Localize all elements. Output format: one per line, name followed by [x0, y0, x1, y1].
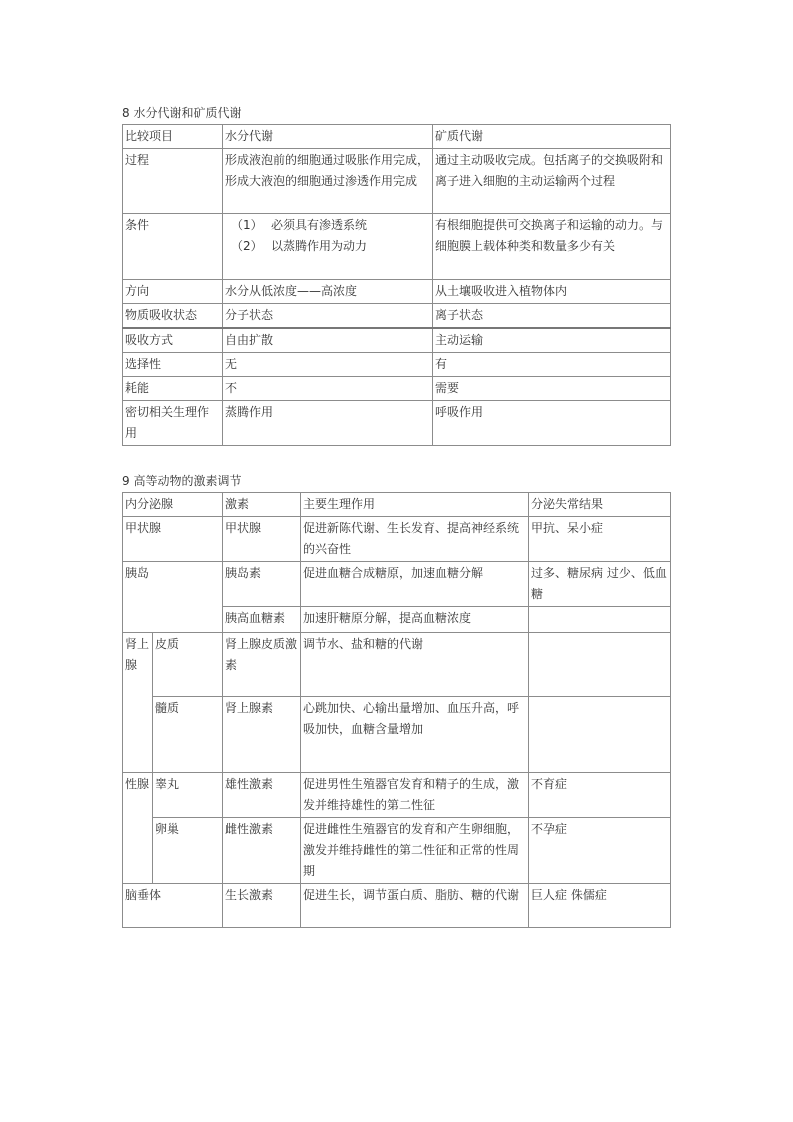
effect-cell: 促进男性生殖器官发育和精子的生成，激发并维持雄性的第二性征 [301, 773, 529, 818]
header-cell: 主要生理作用 [301, 493, 529, 517]
effect-cell: 促进血糖合成糖原，加速血糖分解 [301, 562, 529, 607]
table-row [123, 633, 671, 697]
table-header-row [123, 493, 671, 517]
hormone-cell: 雄性激素 [223, 773, 301, 818]
table-row [123, 401, 671, 446]
table-cell: 无 [223, 353, 433, 377]
hormone-cell: 肾上腺皮质激素 [223, 633, 301, 697]
table-cell: 主动运输 [433, 328, 671, 353]
condition-item [225, 215, 430, 236]
hormone-table [122, 492, 671, 928]
row-label: 过程 [123, 149, 223, 214]
row-label: 物质吸收状态 [123, 304, 223, 329]
table-cell: 分子状态 [223, 304, 433, 329]
table-cell: 水分从低浓度——高浓度 [223, 280, 433, 304]
header-cell: 矿质代谢 [433, 125, 671, 149]
disorder-cell: 甲抗、呆小症 [529, 517, 671, 562]
table-cell: 呼吸作用 [433, 401, 671, 446]
table-cell: 有 [433, 353, 671, 377]
table-row [123, 353, 671, 377]
row-label: 吸收方式 [123, 328, 223, 353]
table-row [123, 884, 671, 928]
table-header-row [123, 125, 671, 149]
table-row [123, 149, 671, 214]
hormone-cell: 甲状腺 [223, 517, 301, 562]
table-row [123, 328, 671, 353]
table-row [123, 304, 671, 329]
gland-cell: 胰岛 [123, 562, 223, 633]
table-row [123, 377, 671, 401]
disorder-cell [529, 607, 671, 633]
header-cell: 水分代谢 [223, 125, 433, 149]
table-row [123, 562, 671, 607]
table-row [123, 214, 671, 280]
table-cell: 不 [223, 377, 433, 401]
table-cell: 形成液泡前的细胞通过吸胀作用完成，形成大液泡的细胞通过渗透作用完成 [223, 149, 433, 214]
table-cell: 从土壤吸收进入植物体内 [433, 280, 671, 304]
row-label: 选择性 [123, 353, 223, 377]
effect-cell: 促进生长，调节蛋白质、脂肪、糖的代谢 [301, 884, 529, 928]
disorder-cell [529, 697, 671, 773]
disorder-cell: 过多、糖尿病 过少、低血糖 [529, 562, 671, 607]
row-label: 条件 [123, 214, 223, 280]
table-cell: 蒸腾作用 [223, 401, 433, 446]
header-cell: 激素 [223, 493, 301, 517]
row-label: 耗能 [123, 377, 223, 401]
hormone-cell: 肾上腺素 [223, 697, 301, 773]
disorder-cell: 巨人症 侏儒症 [529, 884, 671, 928]
effect-cell: 心跳加快、心输出量增加、血压升高，呼吸加快，血糖含量增加 [301, 697, 529, 773]
header-cell: 内分泌腺 [123, 493, 223, 517]
disorder-cell [529, 633, 671, 697]
conditions-cell [223, 214, 433, 280]
effect-cell: 调节水、盐和糖的代谢 [301, 633, 529, 697]
row-label: 方向 [123, 280, 223, 304]
condition-number: （1） [231, 218, 263, 232]
gland-part-cell: 皮质 [153, 633, 223, 697]
section-8-title: 8 水分代谢和矿质代谢 [122, 106, 242, 120]
section-9-title: 9 高等动物的激素调节 [122, 474, 242, 488]
table-cell: 需要 [433, 377, 671, 401]
hormone-cell: 生长激素 [223, 884, 301, 928]
gland-cell: 性腺 [123, 773, 153, 884]
gland-cell: 肾上腺 [123, 633, 153, 773]
gland-part-cell: 髓质 [153, 697, 223, 773]
condition-item [225, 236, 430, 257]
disorder-cell: 不育症 [529, 773, 671, 818]
table-row [123, 517, 671, 562]
disorder-cell: 不孕症 [529, 818, 671, 884]
gland-cell: 脑垂体 [123, 884, 223, 928]
hormone-cell: 胰高血糖素 [223, 607, 301, 633]
table-row [123, 818, 671, 884]
effect-cell: 促进新陈代谢、生长发育、提高神经系统的兴奋性 [301, 517, 529, 562]
table-cell: 通过主动吸收完成。包括离子的交换吸附和离子进入细胞的主动运输两个过程 [433, 149, 671, 214]
table-row [123, 280, 671, 304]
condition-number: （2） [231, 239, 263, 253]
gland-part-cell: 卵巢 [153, 818, 223, 884]
table-cell: 离子状态 [433, 304, 671, 329]
water-mineral-table [122, 124, 671, 446]
gland-cell: 甲状腺 [123, 517, 223, 562]
effect-cell: 促进雌性生殖器官的发育和产生卵细胞，激发并维持雌性的第二性征和正常的性周期 [301, 818, 529, 884]
condition-text: 以蒸腾作用为动力 [271, 239, 368, 253]
effect-cell: 加速肝糖原分解，提高血糖浓度 [301, 607, 529, 633]
condition-text: 必须具有渗透系统 [271, 218, 368, 232]
gland-part-cell: 睾丸 [153, 773, 223, 818]
table-row [123, 697, 671, 773]
hormone-cell: 胰岛素 [223, 562, 301, 607]
table-cell: 自由扩散 [223, 328, 433, 353]
header-cell: 比较项目 [123, 125, 223, 149]
header-cell: 分泌失常结果 [529, 493, 671, 517]
table-cell: 有根细胞提供可交换离子和运输的动力。与细胞膜上载体种类和数量多少有关 [433, 214, 671, 280]
hormone-cell: 雌性激素 [223, 818, 301, 884]
row-label: 密切相关生理作用 [123, 401, 223, 446]
table-row [123, 773, 671, 818]
